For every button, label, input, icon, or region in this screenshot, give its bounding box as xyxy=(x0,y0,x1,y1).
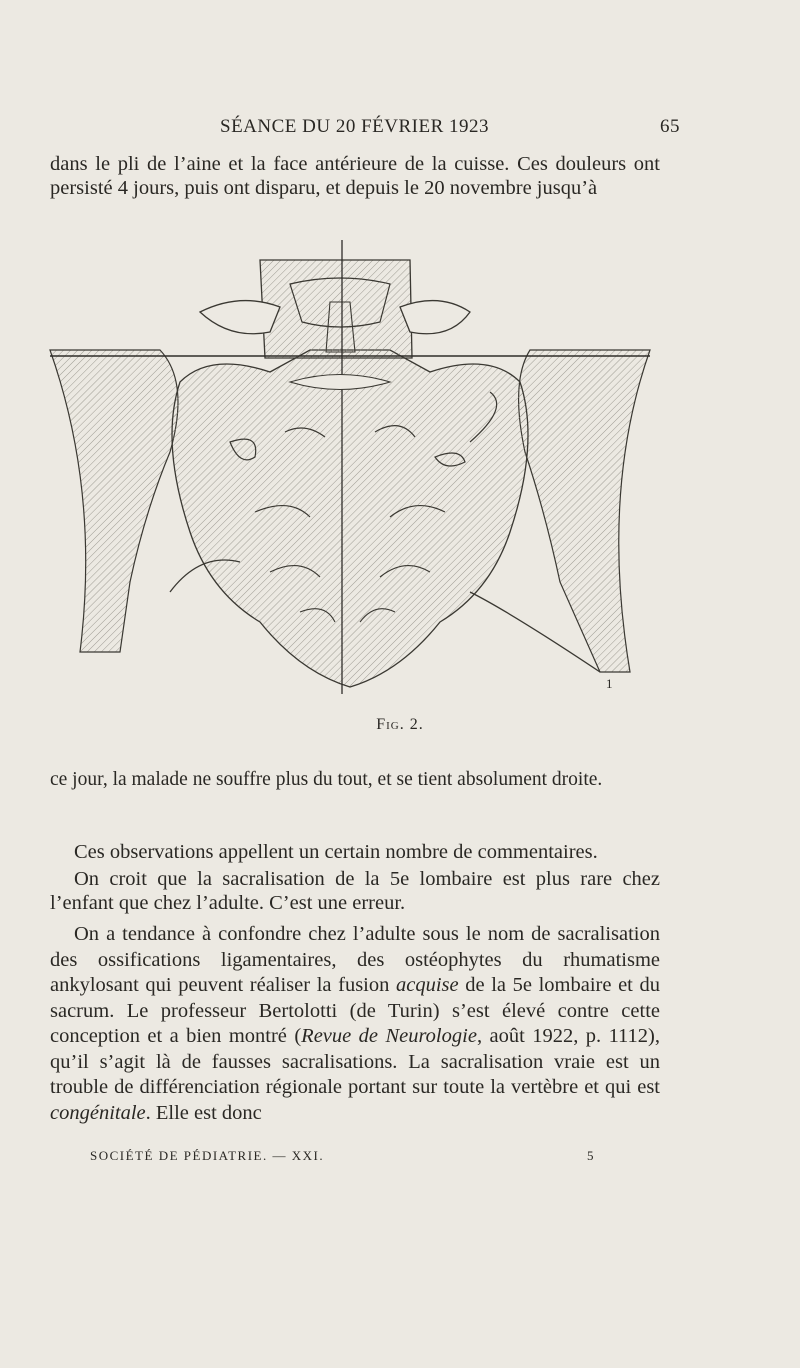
italic-journal-title: Revue de Neurologie xyxy=(301,1025,477,1047)
signature-number: 5 xyxy=(587,1148,595,1163)
paragraph-sacralisation: On croit que la sacralisation de la 5e lombaire est plus rare chez l’enfant que chez l’adulte. C’est une erreur. xyxy=(50,868,660,914)
figure-mark: 1 xyxy=(606,676,613,691)
right-iliac-wing xyxy=(519,350,650,672)
running-header xyxy=(50,116,680,142)
page-number: 65 xyxy=(660,116,680,137)
paragraph-continuation: dans le pli de l’aine et la face antérieure de la cuisse. Ces douleurs ont persisté 4 jours, puis ont disparu, et depuis le 20 novembre jusqu’à xyxy=(50,153,660,199)
page-footer xyxy=(90,1148,595,1168)
fifth-lumbar-vertebra xyxy=(260,260,412,358)
text-run: , août 1922, p. 1112), qu’il s’agit là de fausses sacralisations. La sacralisation vraie est un trouble de différenciation régionale portant sur toute la vertèbre et qui est xyxy=(50,1025,660,1098)
paragraph-bertolotti xyxy=(50,922,660,1126)
paragraph-after-figure: ce jour, la malade ne souffre plus du tout, et se tient absolument droite. xyxy=(50,769,603,790)
italic-congenitale: congénitale xyxy=(50,1101,146,1124)
sacrum-figure xyxy=(40,232,660,702)
sacrum xyxy=(172,350,528,687)
running-title: SÉANCE DU 20 FÉVRIER 1923 xyxy=(220,116,490,137)
paragraph-comments: Ces observations appellent un certain nombre de commentaires. xyxy=(74,841,598,863)
text-run: . Elle est donc xyxy=(145,1101,262,1124)
figure-caption: Fig. 2. xyxy=(376,716,424,733)
text-run: de la 5e lombaire et du sacrum. Le professeur Bertolotti (de Turin) s’est élevé contre cette conception et a bien montré ( xyxy=(50,974,660,1047)
italic-acquise: acquise xyxy=(396,974,459,996)
left-iliac-wing xyxy=(50,350,178,652)
printer-signature: SOCIÉTÉ DE PÉDIATRIE. — XXI. xyxy=(90,1148,325,1163)
text-run: On a tendance à confondre chez l’adulte sous le nom de sacralisation des ossifications ligamentaires, des ostéophytes du rhumatisme ankylosant qui peuvent réaliser la fusion xyxy=(50,923,660,996)
